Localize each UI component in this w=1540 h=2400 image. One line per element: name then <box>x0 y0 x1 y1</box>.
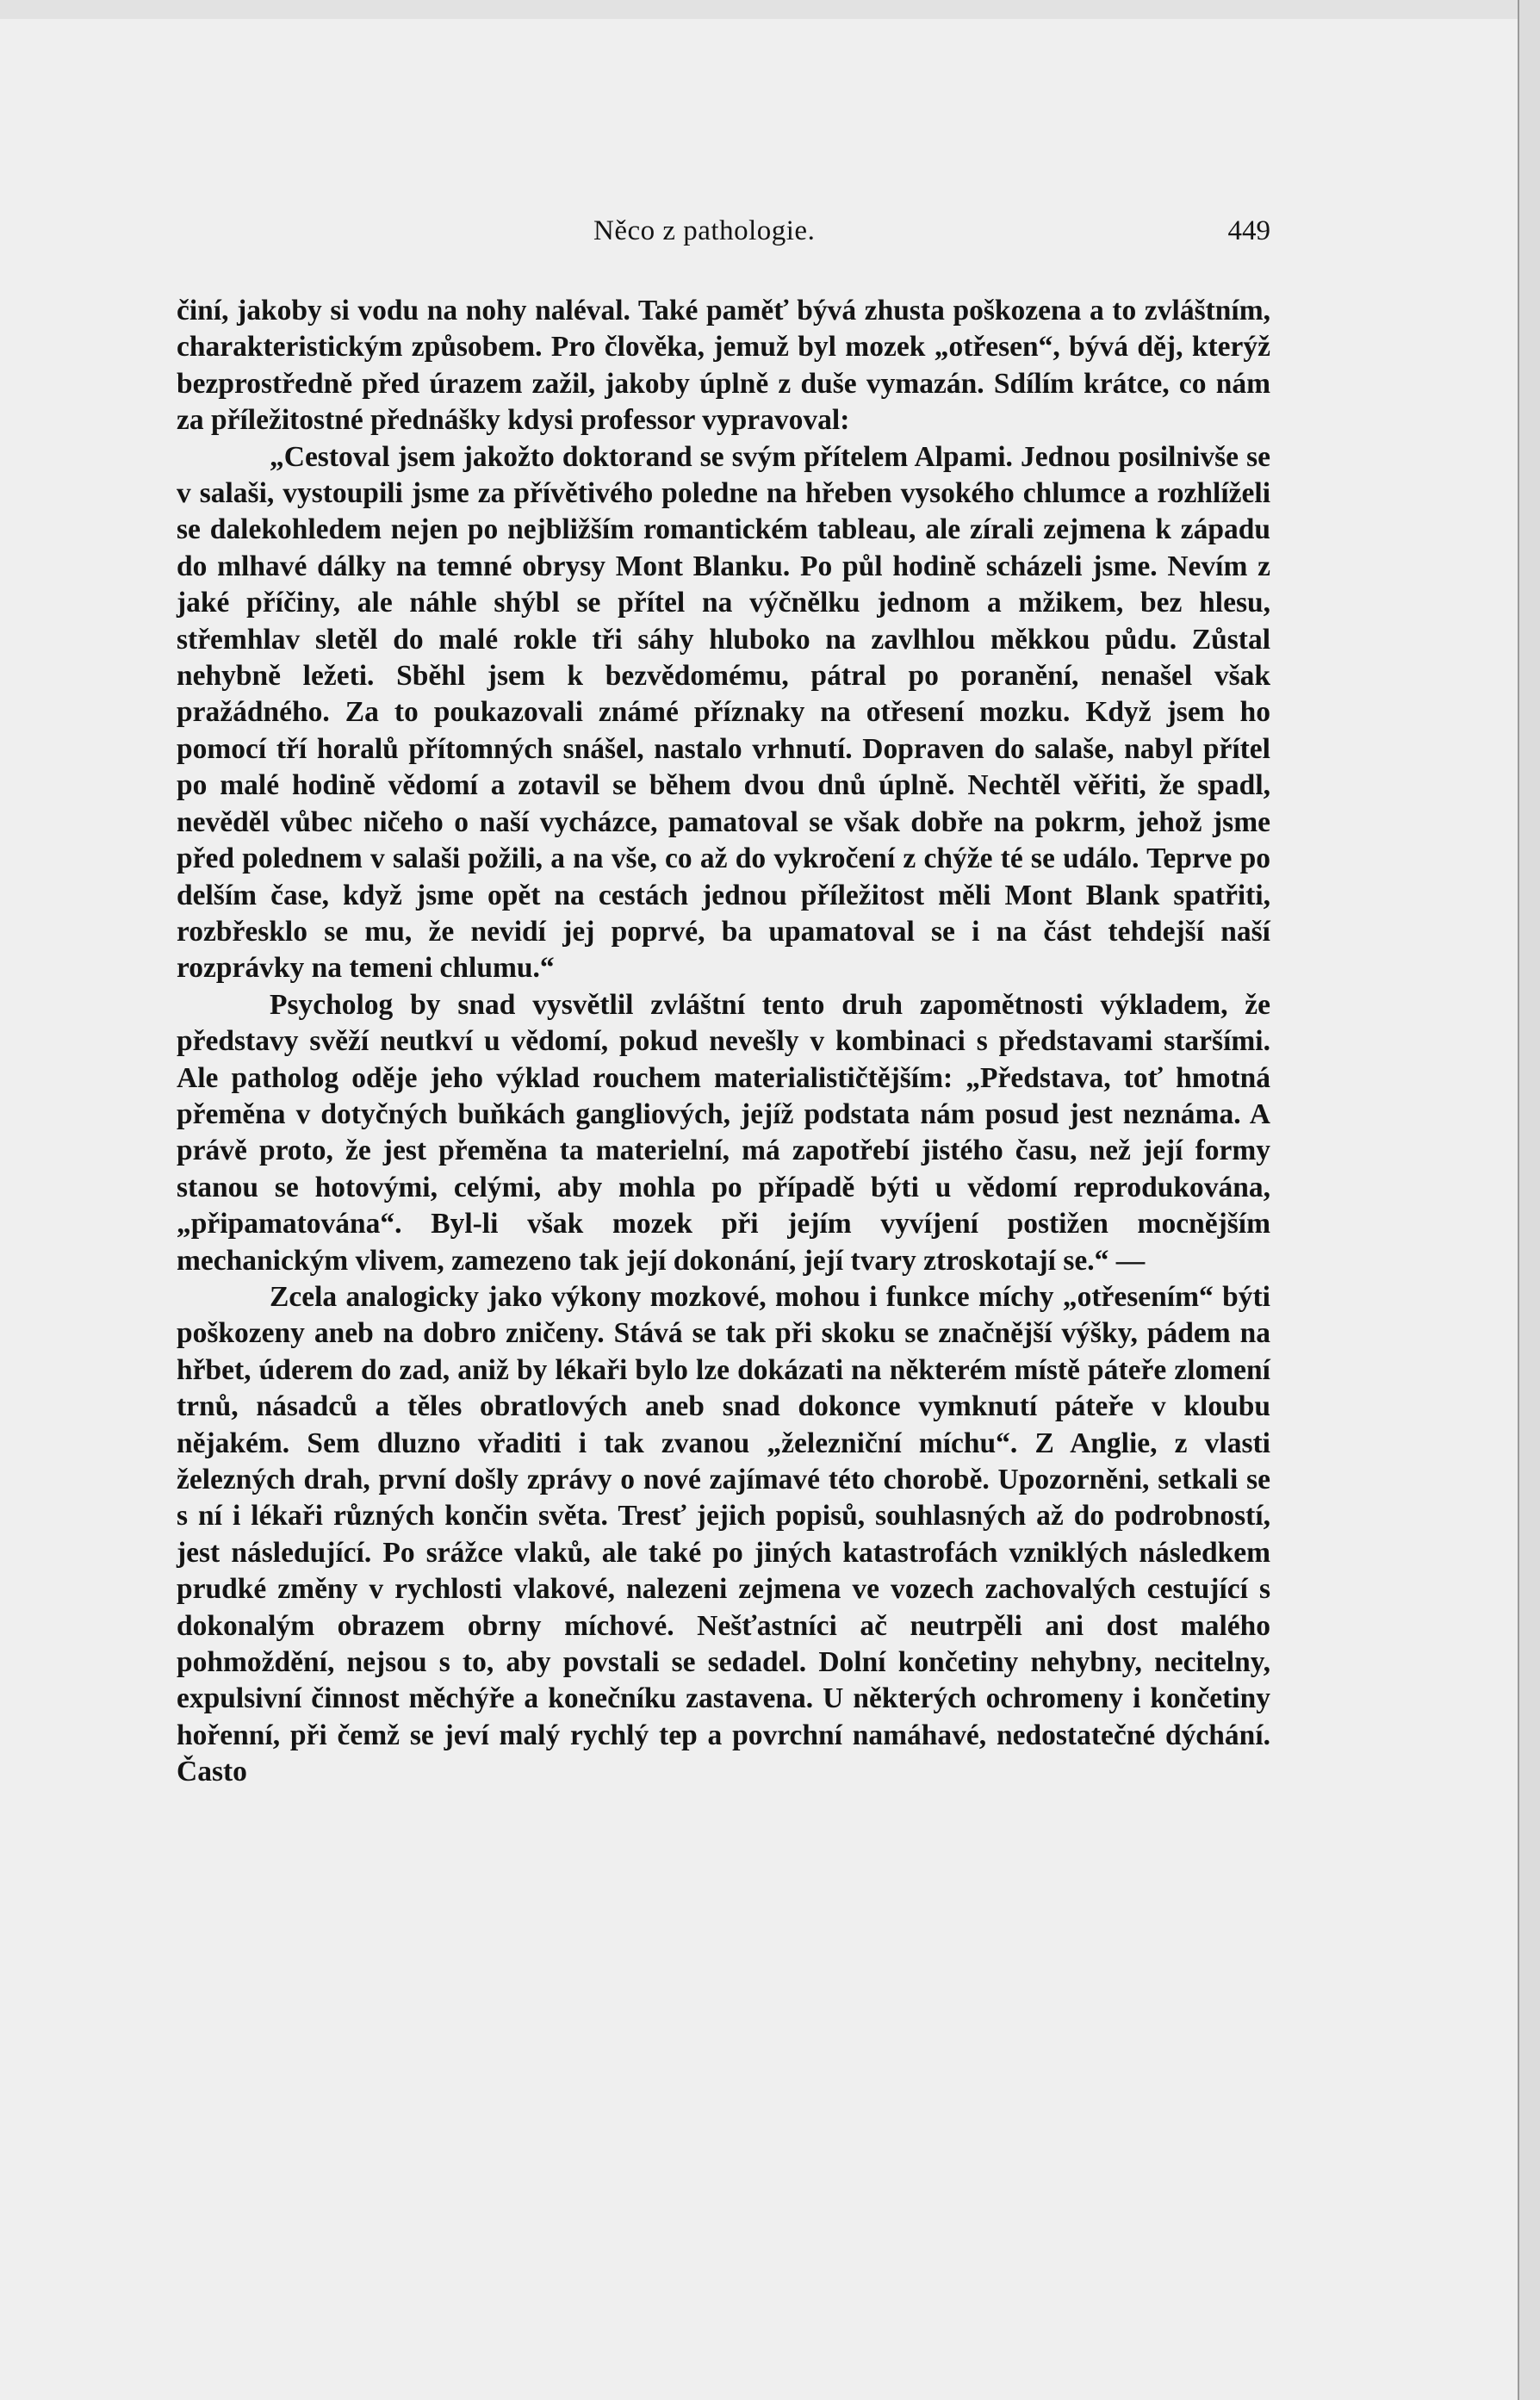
paragraph-railway-spine: Zcela analogicky jako výkony mozkové, mohou i funkce míchy „otřesením“ býti poškozeny aneb na dobro zničeny. Stává se tak při skoku se značnější výšky, pádem na hřbet, úderem do zad, aniž by lékaři bylo lze dokázati na některém místě páteře zlomení trnů, násadců a těles obratlových aneb snad dokonce vymknutí páteře v kloubu nějakém. Sem dluzno vřaditi i tak zvanou „železniční míchu“. Z Anglie, z vlasti železných drah, první došly zprávy o nové zajímavé této chorobě. Upozorněni, setkali se s ní i lékaři různých končin světa. Tresť jejich popisů, souhlasných až do podrobností, jest následující. Po srážce vlaků, ale také po jiných katastrofách vzniklých následkem prudké změny v rychlosti vlakové, nalezeni zejmena ve vozech zachovalých cestující s dokonalým obrazem obrny míchové. Nešťastníci ač neutrpěli ani dost malého pohmoždění, nejsou s to, aby povstali se sedadel. Dolní končetiny nehybny, necitelny, expulsivní činnost měchýře a konečníku zastavena. U některých ochromeny i končetiny hořenní, při čemž se jeví malý rychlý tep a povrchní namáhavé, nedostatečné dýchání. Často <box>177 1280 1270 1788</box>
running-header <box>177 215 1270 260</box>
paragraph-quote-story: „Cestoval jsem jakožto doktorand se svým přítelem Alpami. Jednou posilnivše se v salaši, vystoupili jsme za přívětivého poledne na hřeben vysokého chlumce a rozhlíželi se dalekohledem nejen po nejbližším romantickém tableau, ale zírali zejmena k západu do mlhavé dálky na temné obrysy Mont Blanku. Po půl hodině scházeli jsme. Nevím z jaké příčiny, ale náhle shýbl se přítel na výčnělku jednom a mžikem, bez hlesu, střemhlav sletěl do malé rokle tři sáhy hluboko na zavlhlou měkkou půdu. Zůstal nehybně ležeti. Sběhl jsem k bezvědomému, pátral po poranění, nenašel však pražádného. Za to poukazovali známé příznaky na otřesení mozku. Když jsem ho pomocí tří horalů přítomných snášel, nastalo vrhnutí. Dopraven do salaše, nabyl přítel po malé hodině vědomí a zotavil se během dvou dnů úplně. Nechtěl věřiti, že spadl, nevěděl vůbec ničeho o naší vycházce, pamatoval se však dobře na pokrm, jehož jsme před polednem v salaši požili, a na vše, co až do vykročení z chýže té se událo. Teprve po delším čase, když jsme opět na cestách jednou příležitost měli Mont Blank spatřiti, rozbřesklo se mu, že nevidí jej poprvé, ba upamatoval se i na část tehdejší naší rozprávky na temeni chlumu.“ <box>177 440 1270 985</box>
scan-border-right <box>1518 0 1540 2400</box>
paragraph-continued: činí, jakoby si vodu na nohy naléval. Také paměť bývá zhusta poškozena a to zvláštním, charakteristickým způsobem. Pro člověka, jemuž byl mozek „otřesen“, bývá děj, kterýž bezprostředně před úrazem zažil, jakoby úplně z duše vymazán. Sdílím krátce, co nám za příležitostné přednášky kdysi professor vypravoval: <box>177 295 1270 437</box>
book-page <box>177 215 1270 1791</box>
body-text <box>177 293 1270 1791</box>
page-number: 449 <box>1227 215 1270 246</box>
chapter-title: Něco z pathologie. <box>593 215 816 246</box>
scan-border-top <box>0 0 1540 19</box>
paragraph-psycholog: Psycholog by snad vysvětlil zvláštní tento druh zapomětnosti výkladem, že představy svěží neutkví u vědomí, pokud nevešly v kombinaci s představami staršími. Ale patholog oděje jeho výklad rouchem materialističtějším: „Představa, toť hmotná přeměna v dotyčných buňkách gangliových, jejíž podstata nám posud jest neznáma. A právě proto, že jest přeměna ta materielní, má zapotřebí jistého času, než její formy stanou se hotovými, celými, aby mohla po případě býti u vědomí reprodukována, „připamatována“. Byl-li však mozek při jejím vyvíjení postižen mocnějším mechanickým vlivem, zamezeno tak její dokonání, její tvary ztroskotají se.“ — <box>177 988 1270 1277</box>
